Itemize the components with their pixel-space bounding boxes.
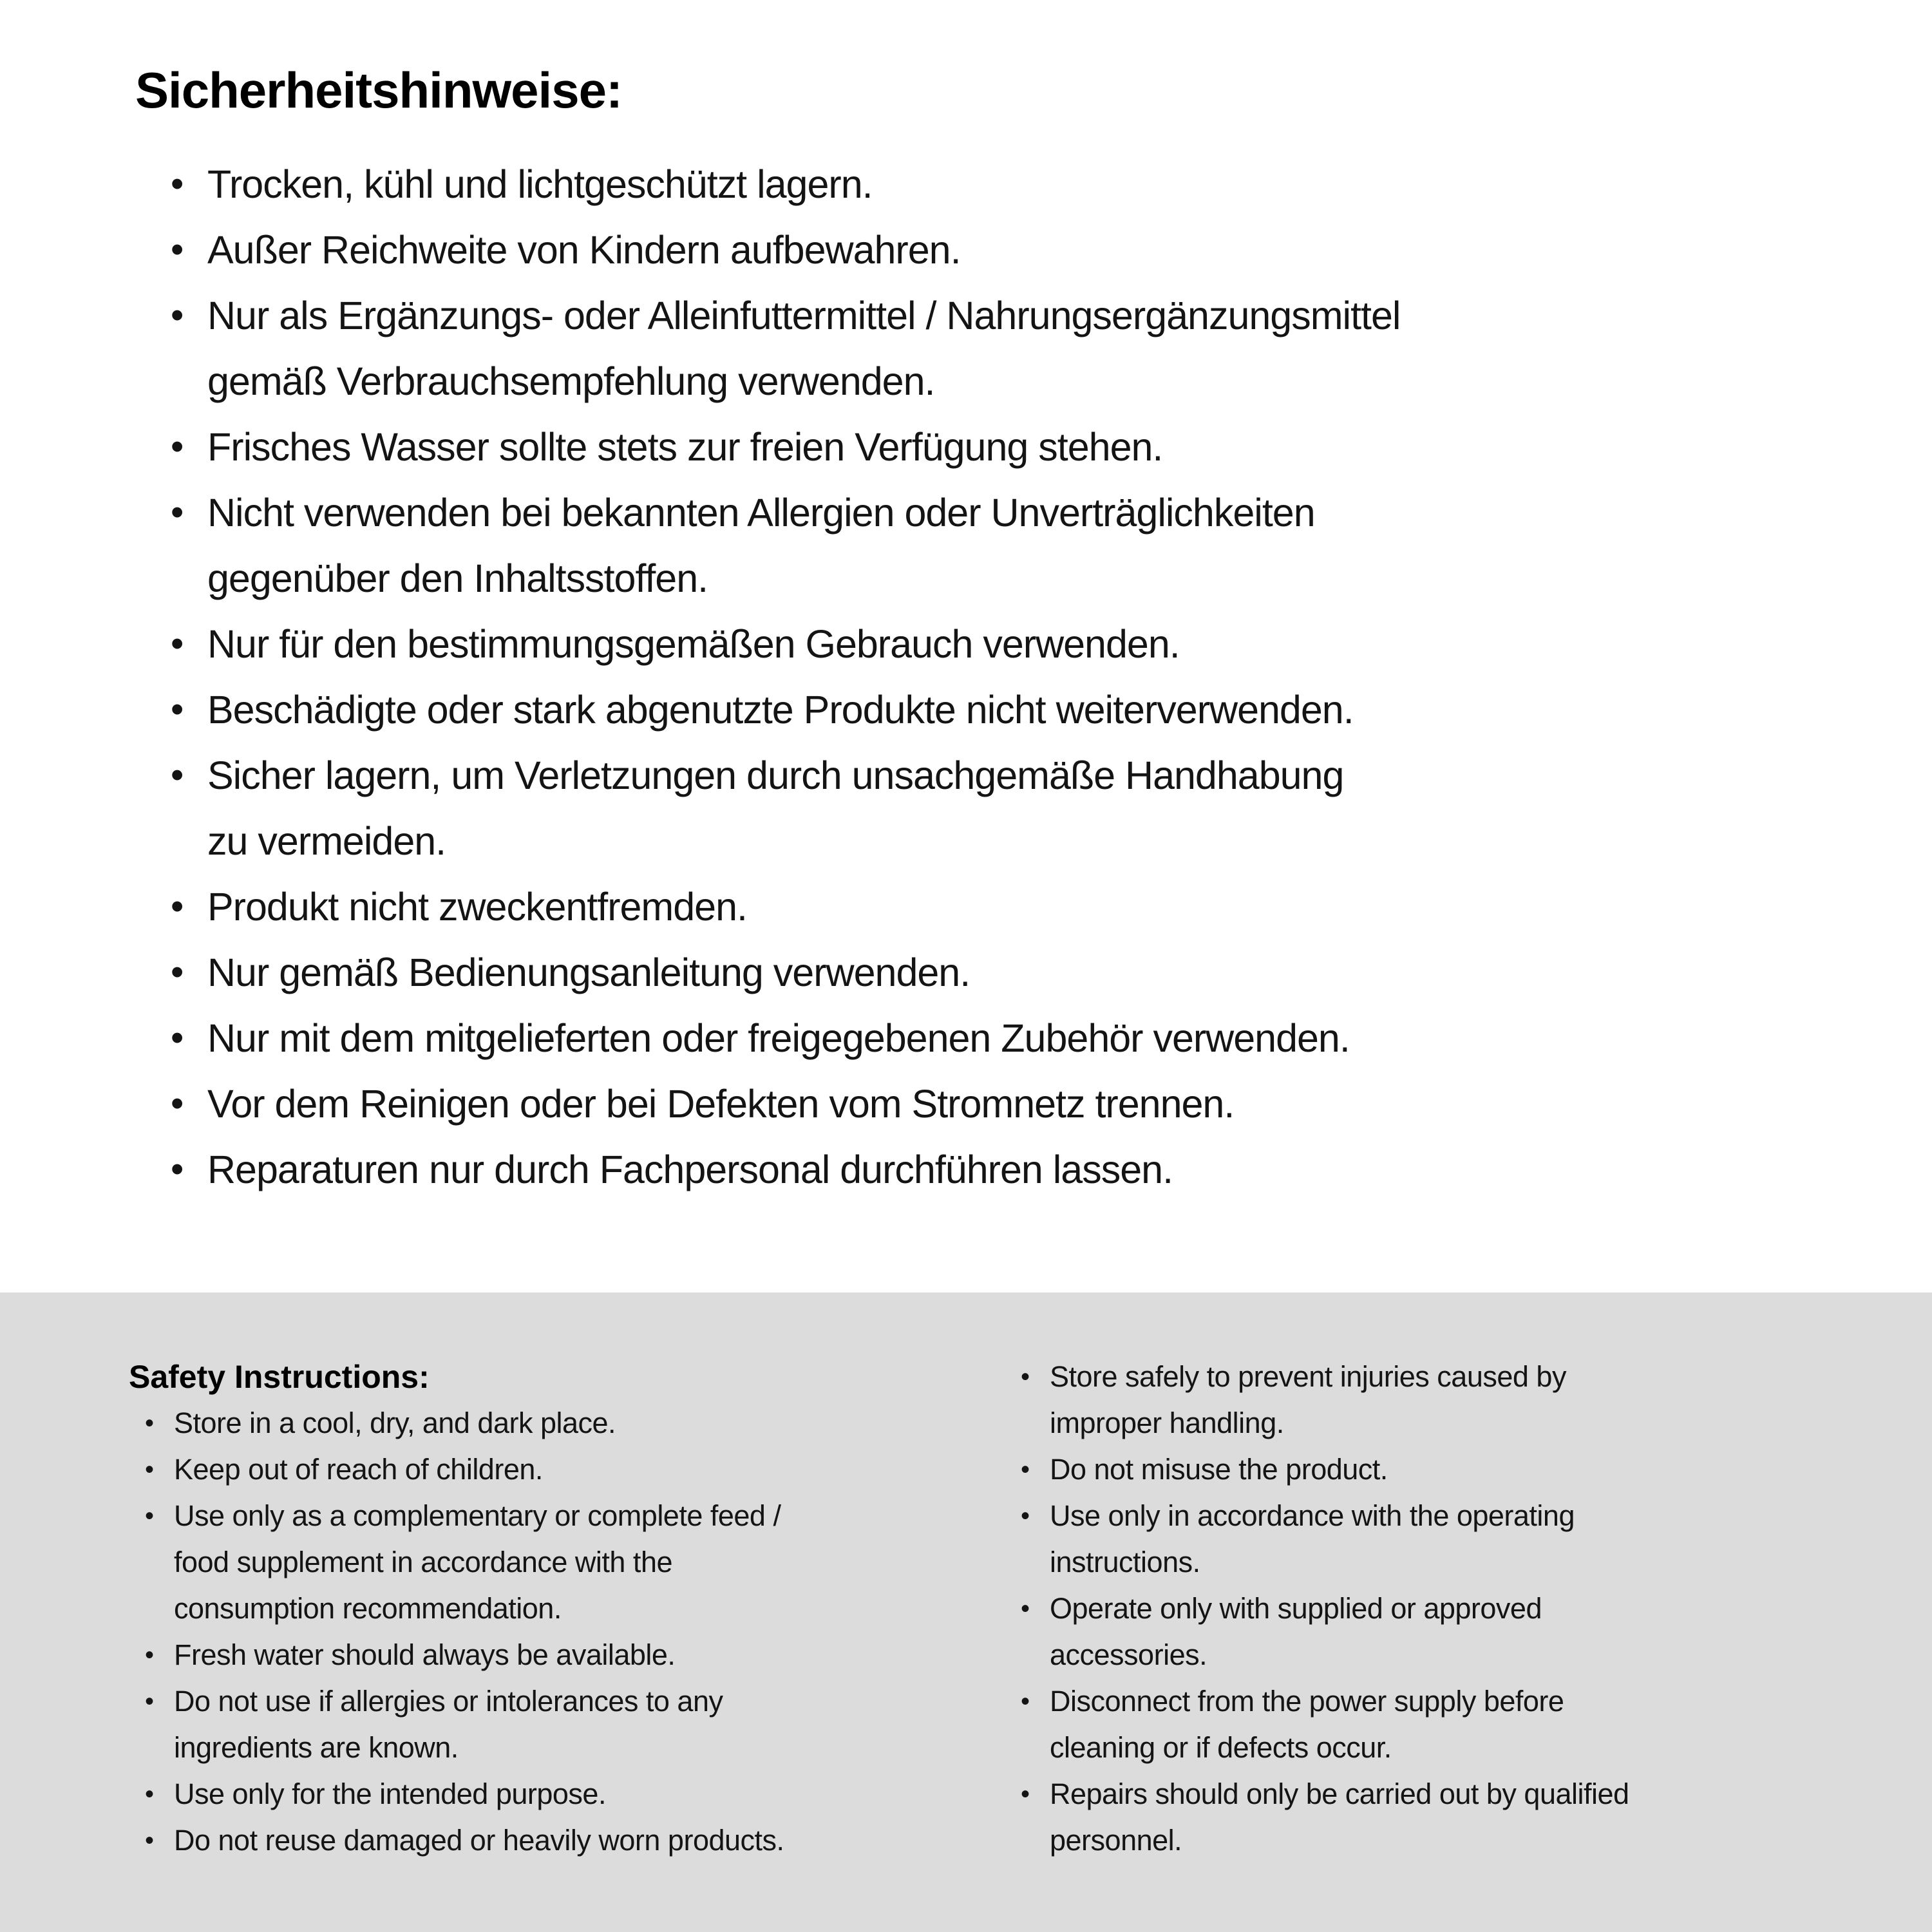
list-item-text: Operate only with supplied or approved xyxy=(1050,1592,1542,1625)
list-item-text: consumption recommendation. xyxy=(174,1592,562,1625)
list-item xyxy=(145,1446,1021,1493)
list-item-text: Frisches Wasser sollte stets zur freien Verfügung stehen. xyxy=(207,425,1163,469)
list-item xyxy=(145,1400,1021,1446)
list-item-text: Trocken, kühl und lichtgeschützt lagern. xyxy=(207,162,873,206)
list-item-text: Do not misuse the product. xyxy=(1050,1453,1388,1486)
list-item-text: gemäß Verbrauchsempfehlung verwenden. xyxy=(207,359,935,403)
bullet-icon: • xyxy=(171,754,184,796)
list-item xyxy=(1021,1771,1893,1864)
list-item-text: Do not reuse damaged or heavily worn products. xyxy=(174,1824,784,1857)
list-item-text: Fresh water should always be available. xyxy=(174,1638,676,1671)
list-item xyxy=(171,414,1855,480)
bullet-icon: • xyxy=(1021,1687,1030,1716)
list-item-text: Nicht verwenden bei bekannten Allergien oder Unverträglichkeiten xyxy=(207,491,1315,535)
bullet-icon: • xyxy=(171,688,184,730)
list-item-text: Sicher lagern, um Verletzungen durch unsachgemäße Handhabung xyxy=(207,753,1344,797)
bullet-icon: • xyxy=(171,163,184,205)
list-item xyxy=(171,283,1855,414)
bullet-icon: • xyxy=(171,886,184,927)
list-item-text: cleaning or if defects occur. xyxy=(1050,1731,1392,1764)
english-right-column xyxy=(1021,1354,1893,1932)
list-item-text: Nur mit dem mitgelieferten oder freigegebenen Zubehör verwenden. xyxy=(207,1016,1350,1060)
list-item-text: Use only for the intended purpose. xyxy=(174,1777,606,1810)
list-item xyxy=(171,480,1855,611)
list-item-text: Store in a cool, dry, and dark place. xyxy=(174,1406,616,1439)
list-item xyxy=(171,1137,1855,1202)
list-item-text: zu vermeiden. xyxy=(207,819,446,863)
list-item-text: Disconnect from the power supply before xyxy=(1050,1685,1564,1718)
list-item-text: improper handling. xyxy=(1050,1406,1284,1439)
bullet-icon: • xyxy=(171,623,184,665)
bullet-icon: • xyxy=(1021,1502,1030,1530)
bullet-icon: • xyxy=(171,426,184,468)
list-item xyxy=(171,874,1855,940)
list-item xyxy=(1021,1678,1893,1771)
bullet-icon: • xyxy=(145,1687,155,1716)
bullet-icon: • xyxy=(171,1083,184,1124)
list-item-text: Use only in accordance with the operating xyxy=(1050,1499,1575,1532)
list-item-text: Use only as a complementary or complete feed / xyxy=(174,1499,781,1532)
bullet-icon: • xyxy=(145,1826,155,1855)
list-item-text: Reparaturen nur durch Fachpersonal durchführen lassen. xyxy=(207,1148,1173,1191)
german-heading: Sicherheitshinweise: xyxy=(135,62,622,118)
bullet-icon: • xyxy=(1021,1455,1030,1484)
list-item xyxy=(171,940,1855,1005)
list-item xyxy=(145,1817,1021,1864)
list-item-text: Außer Reichweite von Kindern aufbewahren. xyxy=(207,228,961,272)
bullet-icon: • xyxy=(171,491,184,533)
list-item xyxy=(145,1771,1021,1817)
list-item xyxy=(1021,1586,1893,1678)
list-item xyxy=(171,611,1855,677)
list-item-text: instructions. xyxy=(1050,1546,1200,1578)
bullet-icon: • xyxy=(145,1502,155,1530)
bullet-icon: • xyxy=(1021,1363,1030,1391)
english-heading: Safety Instructions: xyxy=(129,1359,430,1395)
list-item xyxy=(145,1632,1021,1678)
list-item-text: Repairs should only be carried out by qualified xyxy=(1050,1777,1629,1810)
list-item xyxy=(145,1678,1021,1771)
list-item-text: Nur für den bestimmungsgemäßen Gebrauch verwenden. xyxy=(207,622,1180,666)
list-item xyxy=(1021,1493,1893,1586)
bullet-icon: • xyxy=(171,229,184,270)
list-item-text: ingredients are known. xyxy=(174,1731,459,1764)
list-item xyxy=(171,677,1855,743)
list-item-text: Vor dem Reinigen oder bei Defekten vom Stromnetz trennen. xyxy=(207,1082,1235,1126)
bullet-icon: • xyxy=(1021,1595,1030,1623)
list-item-text: accessories. xyxy=(1050,1638,1208,1671)
list-item xyxy=(1021,1446,1893,1493)
list-item-text: Nur als Ergänzungs- oder Alleinfuttermittel / Nahrungsergänzungsmittel xyxy=(207,294,1401,337)
list-item xyxy=(145,1493,1021,1632)
english-left-column xyxy=(129,1354,1021,1932)
list-item xyxy=(171,217,1855,283)
list-item-text: Nur gemäß Bedienungsanleitung verwenden. xyxy=(207,951,971,994)
bullet-icon: • xyxy=(145,1455,155,1484)
english-left-list xyxy=(145,1400,1021,1864)
list-item-text: Keep out of reach of children. xyxy=(174,1453,543,1486)
list-item xyxy=(171,1071,1855,1137)
list-item-text: Do not use if allergies or intolerances to any xyxy=(174,1685,723,1718)
list-item-text: Beschädigte oder stark abgenutzte Produkte nicht weiterverwenden. xyxy=(207,688,1354,732)
list-item xyxy=(1021,1354,1893,1446)
german-bullet-list xyxy=(171,151,1855,1202)
list-item-text: food supplement in accordance with the xyxy=(174,1546,672,1578)
list-item-text: gegenüber den Inhaltsstoffen. xyxy=(207,556,708,600)
bullet-icon: • xyxy=(145,1780,155,1808)
list-item xyxy=(171,743,1855,874)
bullet-icon: • xyxy=(145,1409,155,1437)
bullet-icon: • xyxy=(171,294,184,336)
bullet-icon: • xyxy=(145,1641,155,1669)
english-safety-section xyxy=(0,1293,1932,1932)
list-item-text: Store safely to prevent injuries caused by xyxy=(1050,1360,1566,1393)
list-item-text: Produkt nicht zweckentfremden. xyxy=(207,885,747,929)
bullet-icon: • xyxy=(171,951,184,993)
bullet-icon: • xyxy=(171,1148,184,1190)
list-item-text: personnel. xyxy=(1050,1824,1182,1857)
bullet-icon: • xyxy=(1021,1780,1030,1808)
list-item xyxy=(171,1005,1855,1071)
list-item xyxy=(171,151,1855,217)
bullet-icon: • xyxy=(171,1017,184,1059)
